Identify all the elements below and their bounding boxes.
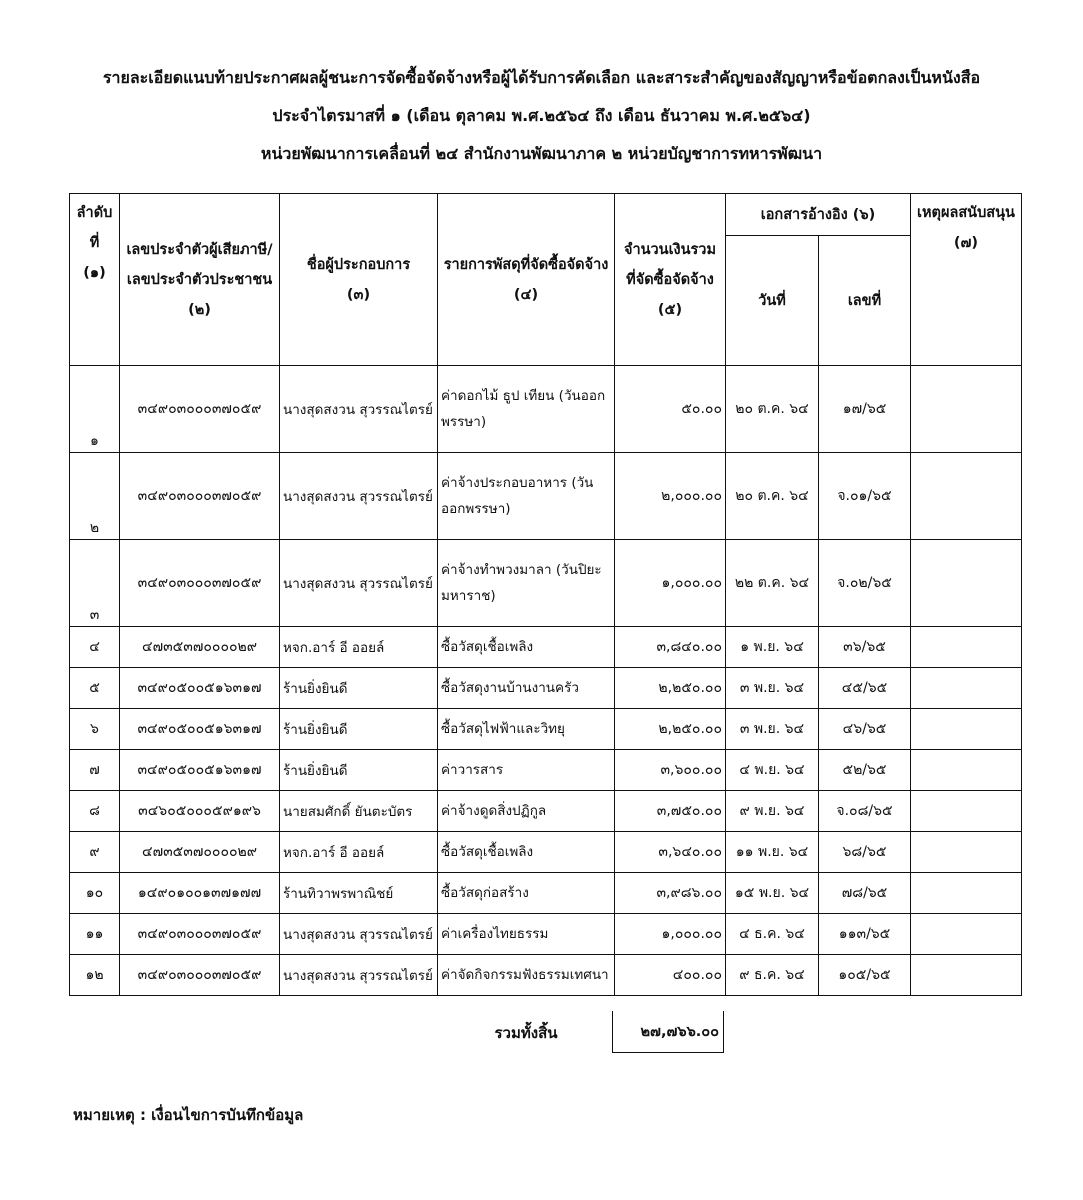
document-title-line-2: ประจำไตรมาสที่ ๑ (เดือน ตุลาคม พ.ศ.๒๕๖๔ ถึง เดือน ธันวาคม พ.ศ.๒๕๖๔) (272, 106, 811, 125)
cell-vendor: หจก.อาร์ อี ออยล์ (280, 627, 438, 668)
table-row (70, 453, 1022, 540)
cell-taxid: ๓๔๖๐๕๐๐๐๕๙๑๙๖ (120, 791, 280, 832)
cell-reason (911, 540, 1022, 627)
table-row (70, 914, 1022, 955)
cell-vendor: นางสุดสงวน สุวรรณไตรย์ (280, 453, 438, 540)
cell-date: ๑๕ พ.ย. ๖๔ (726, 873, 819, 914)
header-taxid-label-1: เลขประจำตัวผู้เสียภาษี/ (126, 241, 273, 258)
cell-vendor: ร้านยิ่งยินดี (280, 750, 438, 791)
cell-amount: ๓,๖๔๐.๐๐ (615, 832, 726, 873)
cell-vendor: หจก.อาร์ อี ออยล์ (280, 832, 438, 873)
cell-date: ๔ พ.ย. ๖๔ (726, 750, 819, 791)
total-amount: ๒๗,๗๖๖.๐๐ (612, 1011, 724, 1053)
table-row (70, 366, 1022, 453)
header-taxid-label-2: เลขประจำตัวประชาชน (126, 271, 273, 288)
cell-reason (911, 955, 1022, 996)
footer-note: หมายเหตุ : เงื่อนไขการบันทึกข้อมูล (73, 1106, 304, 1124)
header-taxid-num: (๒) (188, 301, 211, 318)
cell-reason (911, 709, 1022, 750)
cell-item: ค่าเครื่องไทยธรรม (438, 914, 615, 955)
header-amount-label-2: ที่จัดซื้อจัดจ้าง (626, 271, 714, 288)
cell-no: ๙ (70, 832, 120, 873)
cell-item: ค่าจ้างทำพวงมาลา (วันปิยะมหาราช) (438, 540, 615, 627)
cell-date: ๒๒ ต.ค. ๖๔ (726, 540, 819, 627)
cell-ref: ๓๖/๖๕ (819, 627, 911, 668)
cell-amount: ๓,๙๘๖.๐๐ (615, 873, 726, 914)
cell-amount: ๓,๗๕๐.๐๐ (615, 791, 726, 832)
cell-no: ๗ (70, 750, 120, 791)
cell-no: ๑๐ (70, 873, 120, 914)
cell-no: ๖ (70, 709, 120, 750)
header-vendor-label: ชื่อผู้ประกอบการ (306, 256, 411, 273)
table-row (70, 627, 1022, 668)
table-row (70, 832, 1022, 873)
cell-ref: ๔๕/๖๕ (819, 668, 911, 709)
cell-item: ซื้อวัสดุเชื้อเพลิง (438, 832, 615, 873)
cell-vendor: นางสุดสงวน สุวรรณไตรย์ (280, 914, 438, 955)
cell-amount: ๕๐.๐๐ (615, 366, 726, 453)
header-taxid (120, 194, 280, 366)
cell-no: ๑๑ (70, 914, 120, 955)
cell-taxid: ๓๔๙๐๓๐๐๐๓๗๐๕๙ (120, 540, 280, 627)
cell-ref: ๑๑๓/๖๕ (819, 914, 911, 955)
cell-vendor: ร้านยิ่งยินดี (280, 668, 438, 709)
cell-reason (911, 914, 1022, 955)
cell-taxid: ๓๔๙๐๓๐๐๐๓๗๐๕๙ (120, 366, 280, 453)
table-row (70, 873, 1022, 914)
header-reason-num: (๗) (953, 235, 979, 251)
cell-date: ๓ พ.ย. ๖๔ (726, 709, 819, 750)
header-item-label: รายการพัสดุที่จัดซื้อจัดจ้าง (443, 256, 609, 273)
cell-ref: จ.๐๘/๖๕ (819, 791, 911, 832)
cell-vendor: นางสุดสงวน สุวรรณไตรย์ (280, 540, 438, 627)
header-reason (911, 194, 1022, 366)
cell-taxid: ๔๗๓๕๓๗๐๐๐๐๒๙ (120, 627, 280, 668)
table-row (70, 750, 1022, 791)
cell-taxid: ๓๔๙๐๓๐๐๐๓๗๐๕๙ (120, 914, 280, 955)
cell-item: ซื้อวัสดุก่อสร้าง (438, 873, 615, 914)
cell-ref: ๔๖/๖๕ (819, 709, 911, 750)
cell-reason (911, 873, 1022, 914)
cell-date: ๑๑ พ.ย. ๖๔ (726, 832, 819, 873)
cell-amount: ๒,๒๕๐.๐๐ (615, 668, 726, 709)
header-item (438, 194, 615, 366)
cell-taxid: ๓๔๙๐๕๐๐๕๑๖๓๑๗ (120, 750, 280, 791)
cell-ref: ๖๘/๖๕ (819, 832, 911, 873)
cell-date: ๒๐ ต.ค. ๖๔ (726, 453, 819, 540)
cell-vendor: ร้านยิ่งยินดี (280, 709, 438, 750)
cell-amount: ๒,๒๕๐.๐๐ (615, 709, 726, 750)
header-ref-no: เลขที่ (819, 236, 911, 366)
header-no-num: (๑) (83, 265, 106, 281)
table-row (70, 955, 1022, 996)
cell-item: ค่าจ้างประกอบอาหาร (วันออกพรรษา) (438, 453, 615, 540)
cell-ref: ๑๗/๖๕ (819, 366, 911, 453)
procurement-table (69, 193, 1022, 996)
header-ref-date: วันที่ (726, 236, 819, 366)
cell-item: ค่าจ้างดูดสิ่งปฏิกูล (438, 791, 615, 832)
cell-taxid: ๓๔๙๐๕๐๐๕๑๖๓๑๗ (120, 668, 280, 709)
cell-taxid: ๓๔๙๐๓๐๐๐๓๗๐๕๙ (120, 955, 280, 996)
header-item-num: (๔) (513, 286, 539, 303)
cell-amount: ๓,๘๔๐.๐๐ (615, 627, 726, 668)
cell-item: ซื้อวัสดุงานบ้านงานครัว (438, 668, 615, 709)
header-amount (615, 194, 726, 366)
cell-ref: จ.๐๑/๖๕ (819, 453, 911, 540)
header-no-label: ลำดับที่ (76, 205, 113, 251)
cell-vendor: นางสุดสงวน สุวรรณไตรย์ (280, 366, 438, 453)
header-vendor (280, 194, 438, 366)
table-row (70, 709, 1022, 750)
table-row (70, 540, 1022, 627)
cell-reason (911, 366, 1022, 453)
header-no (70, 194, 120, 366)
document-title-line-1: รายละเอียดแนบท้ายประกาศผลผู้ชนะการจัดซื้อจัดจ้างหรือผู้ได้รับการคัดเลือก และสาระสำคัญของสัญญาหรือข้อตกลงเป็นหนังสือ (102, 68, 981, 87)
cell-amount: ๔๐๐.๐๐ (615, 955, 726, 996)
cell-amount: ๑,๐๐๐.๐๐ (615, 914, 726, 955)
cell-ref: ๑๐๕/๖๕ (819, 955, 911, 996)
cell-no: ๑ (70, 366, 120, 453)
cell-amount: ๓,๖๐๐.๐๐ (615, 750, 726, 791)
cell-amount: ๒,๐๐๐.๐๐ (615, 453, 726, 540)
cell-reason (911, 627, 1022, 668)
cell-taxid: ๓๔๙๐๕๐๐๕๑๖๓๑๗ (120, 709, 280, 750)
cell-reason (911, 791, 1022, 832)
total-label: รวมทั้งสิ้น (494, 1024, 558, 1042)
cell-amount: ๑,๐๐๐.๐๐ (615, 540, 726, 627)
cell-ref: ๕๒/๖๕ (819, 750, 911, 791)
cell-date: ๓ พ.ย. ๖๔ (726, 668, 819, 709)
cell-vendor: นางสุดสงวน สุวรรณไตรย์ (280, 955, 438, 996)
header-amount-num: (๕) (657, 301, 683, 318)
cell-taxid: ๔๗๓๕๓๗๐๐๐๐๒๙ (120, 832, 280, 873)
cell-reason (911, 750, 1022, 791)
cell-no: ๑๒ (70, 955, 120, 996)
cell-vendor: ร้านทิวาพรพาณิชย์ (280, 873, 438, 914)
cell-no: ๘ (70, 791, 120, 832)
header-reason-label: เหตุผลสนับสนุน (917, 205, 1015, 221)
cell-no: ๓ (70, 540, 120, 627)
cell-date: ๔ ธ.ค. ๖๔ (726, 914, 819, 955)
cell-item: ซื้อวัสดุเชื้อเพลิง (438, 627, 615, 668)
cell-date: ๑ พ.ย. ๖๔ (726, 627, 819, 668)
cell-taxid: ๓๔๙๐๓๐๐๐๓๗๐๕๙ (120, 453, 280, 540)
header-ref-group: เอกสารอ้างอิง (๖) (726, 194, 911, 236)
cell-no: ๕ (70, 668, 120, 709)
cell-ref: จ.๐๒/๖๕ (819, 540, 911, 627)
cell-taxid: ๑๔๙๐๑๐๐๑๓๗๑๗๗ (120, 873, 280, 914)
header-vendor-num: (๓) (346, 286, 371, 303)
cell-vendor: นายสมศักดิ์ ยันตะบัตร (280, 791, 438, 832)
table-row (70, 791, 1022, 832)
cell-reason (911, 832, 1022, 873)
cell-item: ซื้อวัสดุไฟฟ้าและวิทยุ (438, 709, 615, 750)
header-amount-label-1: จำนวนเงินรวม (623, 241, 717, 258)
table-row (70, 668, 1022, 709)
cell-reason (911, 668, 1022, 709)
cell-item: ค่าจัดกิจกรรมฟังธรรมเทศนา (438, 955, 615, 996)
cell-no: ๒ (70, 453, 120, 540)
document-title-line-3: หน่วยพัฒนาการเคลื่อนที่ ๒๔ สำนักงานพัฒนาภาค ๒ หน่วยบัญชาการทหารพัฒนา (260, 144, 823, 163)
cell-ref: ๗๘/๖๕ (819, 873, 911, 914)
cell-date: ๙ ธ.ค. ๖๔ (726, 955, 819, 996)
cell-item: ค่าวารสาร (438, 750, 615, 791)
cell-item: ค่าดอกไม้ ธูป เทียน (วันออกพรรษา) (438, 366, 615, 453)
cell-reason (911, 453, 1022, 540)
cell-no: ๔ (70, 627, 120, 668)
cell-date: ๙ พ.ย. ๖๔ (726, 791, 819, 832)
cell-date: ๒๐ ต.ค. ๖๔ (726, 366, 819, 453)
